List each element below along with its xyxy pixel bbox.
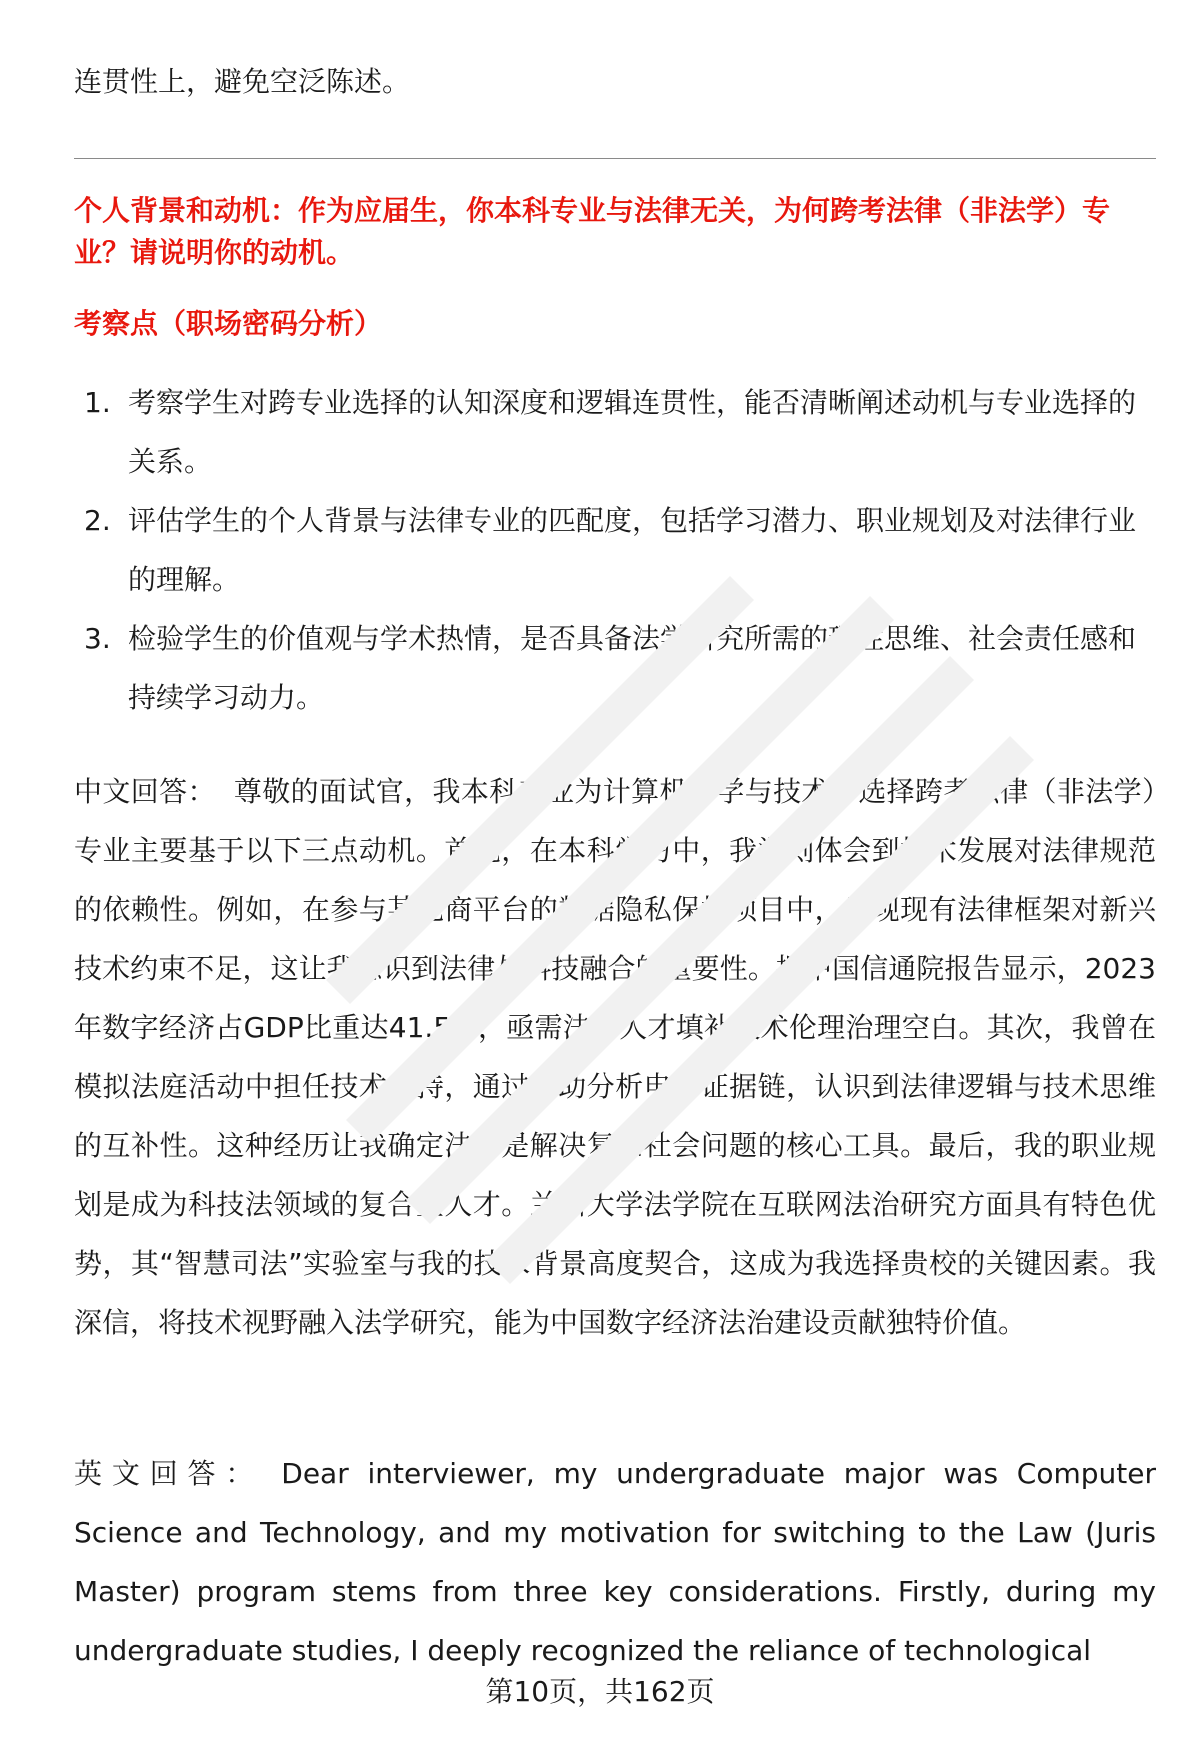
list-item-number: 2. [84, 504, 111, 537]
english-answer-text: Dear interviewer, my undergraduate major was Computer Science and Technology, and my motivation for switching to the Law (Juris Master) program stems from three key considerations. Firstly, during my undergraduate studies, I deeply recognized the reliance of technological [74, 1457, 1156, 1667]
question-heading: 个人背景和动机：作为应届生，你本科专业与法律无关，为何跨考法律（非法学）专业？请说明你的动机。 [74, 194, 1111, 269]
list-item [74, 373, 1156, 491]
document-page [74, 0, 1156, 1755]
list-item-text: 检验学生的价值观与学术热情，是否具备法学研究所需的理性思维、社会责任感和持续学习动力。 [128, 622, 1137, 714]
focus-section-heading: 考察点（职场密码分析） [74, 307, 383, 340]
list-item-number: 3. [84, 622, 111, 655]
chinese-answer-paragraph [74, 762, 1156, 1352]
chinese-answer-label: 中文回答： [74, 775, 216, 808]
section-divider [74, 158, 1156, 159]
intro-tail-text: 连贯性上，避免空泛陈述。 [74, 65, 411, 98]
chinese-answer-text: 尊敬的面试官，我本科专业为计算机科学与技术，选择跨考法律（非法学）专业主要基于以下三点动机。首先，在本科学习中，我深刻体会到技术发展对法律规范的依赖性。例如，在参与某电商平台的数据隐私保护项目中，发现现有法律框架对新兴技术约束不足，这让我意识到法律与科技融合的重要性。据中国信通院报告显示，2023年数字经济占GDP比重达41.5%，亟需法律人才填补技术伦理治理空白。其次，我曾在模拟法庭活动中担任技术支持，通过协助分析电子证据链，认识到法律逻辑与技术思维的互补性。这种经历让我确定法律是解决复杂社会问题的核心工具。最后，我的职业规划是成为科技法领域的复合型人才。兰州大学法学院在互联网法治研究方面具有特色优势，其“智慧司法”实验室与我的技术背景高度契合，这成为我选择贵校的关键因素。我深信，将技术视野融入法学研究，能为中国数字经济法治建设贡献独特价值。 [74, 775, 1156, 1339]
list-item [74, 609, 1156, 727]
page-number-footer: 第10页，共162页 [485, 1675, 715, 1708]
english-answer-label: 英文回答： [74, 1457, 264, 1490]
list-item-text: 考察学生对跨专业选择的认知深度和逻辑连贯性，能否清晰阐述动机与专业选择的关系。 [128, 386, 1137, 478]
list-item-text: 评估学生的个人背景与法律专业的匹配度，包括学习潜力、职业规划及对法律行业的理解。 [128, 504, 1137, 596]
list-item-number: 1. [84, 386, 111, 419]
list-item [74, 491, 1156, 609]
english-answer-paragraph [74, 1444, 1156, 1680]
focus-points-list [74, 373, 1156, 727]
